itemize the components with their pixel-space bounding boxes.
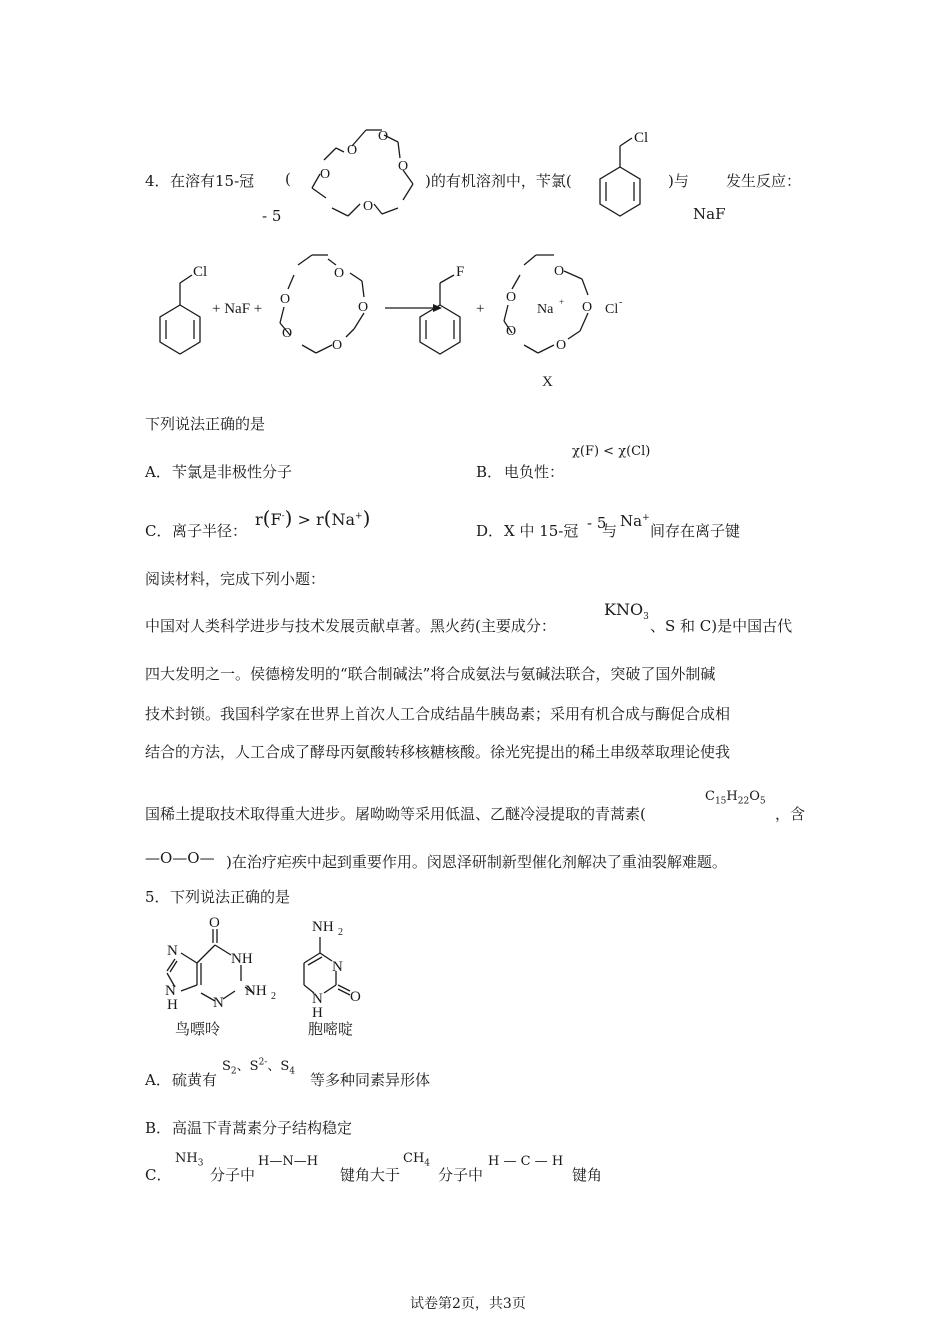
q5-option-c-t3: 分子中 (438, 1166, 484, 1184)
benzyl-chloride-inline (590, 122, 670, 222)
q4-paren-open: ( (285, 170, 291, 188)
o-atom: O (280, 292, 291, 307)
option-b-text: 电负性： (504, 463, 565, 481)
n-atom: N (213, 995, 224, 1011)
q5-option-a-text: 硫黄有 (172, 1071, 218, 1089)
o-atom: O (554, 264, 565, 279)
q5-option-a-after: 等多种同素异形体 (310, 1071, 431, 1089)
ch4-formula: $CH_4$ (403, 1151, 431, 1169)
cl-atom: Cl (193, 264, 208, 280)
reading-line-1a: 中国对人类科学进步与技术发展贡献卓著。黑火药(主要成分： (145, 617, 556, 635)
q5-option-a-label[interactable]: A． (145, 1071, 171, 1089)
reading-line-5a: 国稀土提取技术取得重大进步。屠呦呦等采用低温、乙醚冷浸提取的青蒿素( (145, 805, 646, 823)
h-atom: H (167, 997, 178, 1013)
h-atom: H (312, 1005, 323, 1021)
nh-atom: N (312, 991, 323, 1007)
o-atom: O (350, 989, 361, 1005)
option-c-label[interactable]: C． (145, 522, 172, 540)
o-atom: O (332, 338, 343, 353)
q5-prompt: 下列说法正确的是 (170, 888, 291, 906)
peroxide-group: —O—O— (145, 849, 215, 867)
q5-option-c-t1: 分子中 (210, 1166, 256, 1184)
q5-option-c-t4: 键角 (572, 1166, 603, 1184)
option-a-label[interactable]: A． (145, 463, 171, 481)
q4-prompt: 下列说法正确的是 (145, 415, 266, 433)
o-atom: O (363, 199, 374, 214)
option-d-na: Na+ (620, 512, 650, 530)
q5-option-c-t2: 键角大于 (340, 1166, 401, 1184)
f-atom: F (456, 264, 465, 280)
n-atom: N (332, 959, 343, 975)
o-atom: O (282, 326, 293, 341)
f-ion: F (270, 510, 282, 529)
nh2-atom: NH (245, 983, 267, 999)
option-c-text: 离子半径： (172, 522, 248, 540)
kno3-formula: $KNO_3$ (604, 600, 649, 623)
reading-line-5b: ，含 (775, 805, 806, 823)
q4-crown-suffix: - 5 (262, 207, 282, 225)
o-atom: O (209, 915, 220, 931)
o-atom: O (582, 300, 593, 315)
cytosine-structure (292, 915, 372, 1025)
option-d-with: 与 (602, 522, 618, 540)
page-footer: 试卷第2页，共3页 (410, 1296, 526, 1312)
o-atom: O (506, 324, 517, 339)
reading-line-1b: 、S 和 C)是中国古代 (650, 617, 793, 635)
sulfur-forms: $S_2$、$S^{2-}$、$S_4$ (222, 1057, 295, 1077)
na-charge: + (355, 511, 363, 522)
o-atom: O (358, 300, 369, 315)
hch-angle: H — C — H (488, 1154, 564, 1169)
x-label: X (542, 374, 553, 390)
nh3-formula: $NH_3$ (175, 1151, 204, 1169)
artemisinin-formula: $C_{15}H_{22}O_5$ (705, 789, 766, 807)
reading-line-3: 技术封锁。我国科学家在世界上首次人工合成结晶牛胰岛素；采用有机合成与酶促合成相 (145, 705, 731, 723)
q4-number: 4． (145, 172, 170, 190)
q4-text-mid: )的有机溶剂中，苄氯( (425, 172, 572, 190)
option-d-text: X 中 15-冠 (504, 522, 579, 540)
cl-atom: Cl (634, 130, 649, 146)
option-c-formula: r(F-) > r(Na+) (255, 506, 371, 530)
reaction-scheme (150, 245, 650, 395)
cytosine-name: 胞嘧啶 (308, 1020, 354, 1038)
nh2-atom: NH (312, 919, 334, 935)
option-d-label[interactable]: D． (476, 522, 504, 540)
nh-atom: NH (231, 951, 253, 967)
o-atom: O (378, 129, 389, 144)
reading-line-4: 结合的方法，人工合成了酵母丙氨酸转移核糖核酸。徐光宪提出的稀土串级萃取理论使我 (145, 743, 731, 761)
q4-text-react: 发生反应： (726, 172, 802, 190)
nh2-sub: 2 (338, 927, 343, 938)
guanine-name: 鸟嘌呤 (175, 1020, 221, 1038)
option-b-formula: χ(F) < χ(Cl) (572, 444, 651, 459)
o-atom: O (556, 338, 567, 353)
reaction-plus: + (476, 301, 485, 317)
reading-line-2: 四大发明之一。侯德榜发明的“联合制碱法”将合成氨法与氨碱法联合，突破了国外制碱 (145, 665, 716, 683)
guanine-structure (155, 915, 290, 1035)
reading-line-6: )在治疗疟疾中起到重要作用。闵恩泽研制新型催化剂解决了重油裂解难题。 (226, 853, 727, 871)
crown-ether-inline (300, 118, 430, 228)
n-atom: N (165, 983, 176, 999)
q5-option-b-text: 高温下青蒿素分子结构稳定 (172, 1119, 353, 1137)
q4-naf: NaF (693, 205, 726, 223)
r-symbol: r (255, 510, 263, 529)
option-a-text: 苄氯是非极性分子 (172, 463, 293, 481)
reaction-plus-naf: + NaF + (212, 301, 263, 317)
q5-option-b-label[interactable]: B． (145, 1119, 172, 1137)
na-charge: + (559, 297, 565, 307)
cl-ion: Cl (605, 302, 619, 317)
option-d-after: 间存在离子键 (650, 522, 741, 540)
o-atom: O (347, 143, 358, 158)
o-atom: O (506, 290, 517, 305)
o-atom: O (320, 167, 331, 182)
o-atom: O (334, 266, 345, 281)
hnh-angle: H—N—H (258, 1154, 319, 1169)
q4-text-and: )与 (668, 172, 689, 190)
reading-intro: 阅读材料，完成下列小题： (145, 570, 326, 588)
q5-option-c-label[interactable]: C． (145, 1166, 172, 1184)
na-ion: Na (331, 510, 356, 529)
cl-charge: - (619, 297, 623, 308)
f-charge: - (281, 511, 285, 522)
option-d-dash5: - 5 (587, 514, 607, 532)
q5-number: 5． (145, 888, 170, 906)
nh2-sub: 2 (271, 991, 276, 1002)
na-ion: Na (537, 302, 554, 317)
option-b-label[interactable]: B． (476, 463, 503, 481)
o-atom: O (398, 159, 409, 174)
gt-r: > r (297, 510, 324, 529)
n-atom: N (167, 943, 178, 959)
q4-text-before: 在溶有15-冠 (170, 172, 255, 190)
